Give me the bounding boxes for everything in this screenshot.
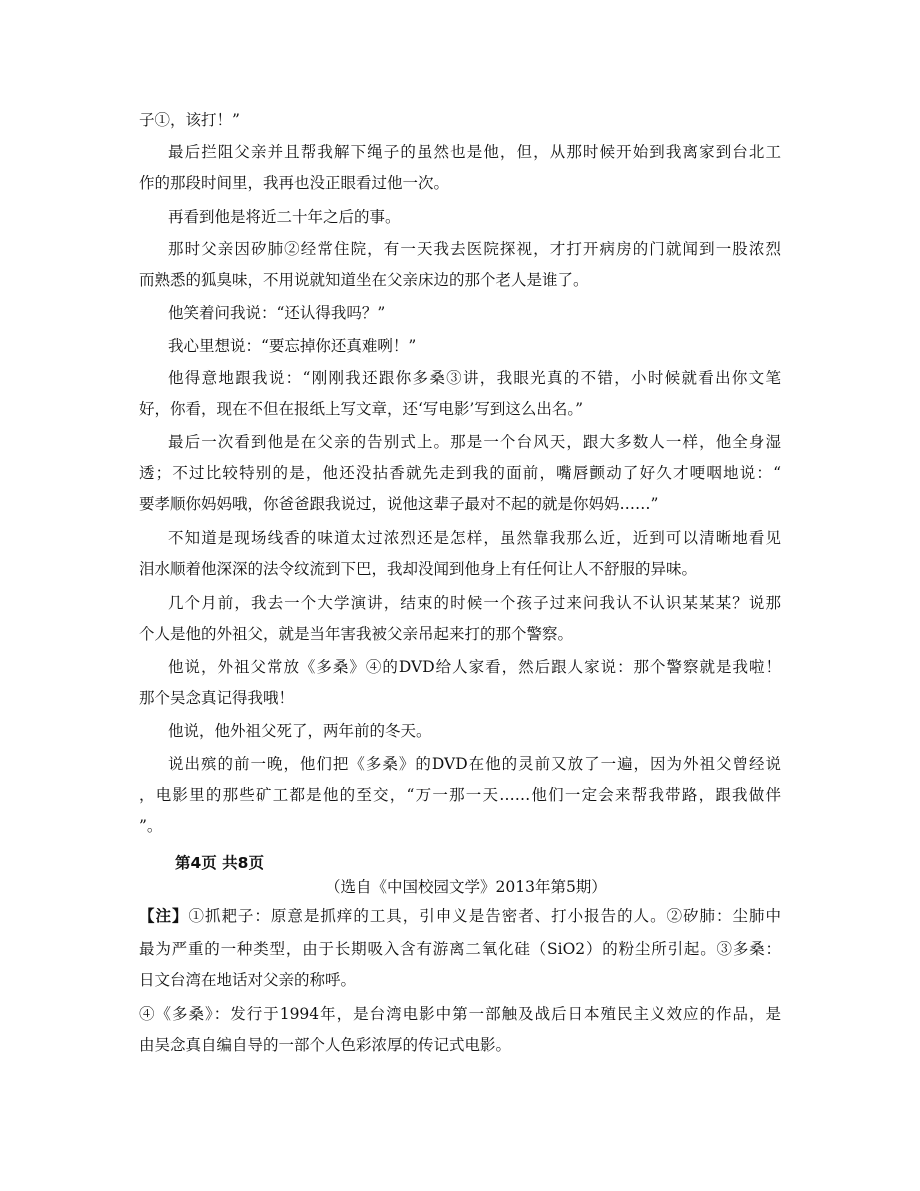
text-line: 那时父亲因矽肺②经常住院，有一天我去医院探视，才打开病房的门就闻到一股浓烈 — [168, 240, 781, 258]
text-line: 不知道是现场线香的味道太过浓烈还是怎样，虽然靠我那么近，近到可以清晰地看见 — [168, 529, 781, 547]
text-line: 他说，他外祖父死了，两年前的冬天。 — [168, 722, 432, 740]
text-line: ”。 — [139, 817, 163, 835]
text-line: 泪水顺着他深深的法令纹流到下巴，我却没闻到他身上有任何让人不舒服的异味。 — [139, 560, 698, 578]
text-line: 说出殡的前一晚，他们把《多桑》的DVD在他的灵前又放了一遍，因为外祖父曾经说 — [168, 755, 781, 773]
page-number: 第4页 共8页 — [175, 854, 264, 872]
text-line: 他笑着问我说：“还认得我吗？” — [168, 304, 386, 322]
text-line: 好，你看，现在不但在报纸上写文章，还‘写电影’写到这么出名。” — [139, 400, 584, 418]
text-line: 要孝顺你妈妈哦，你爸爸跟我说过，说他这辈子最对不起的就是你妈妈……” — [139, 495, 659, 513]
notes-line: ④《多桑》：发行于1994年，是台湾电影中第一部触及战后日本殖民主义效应的作品，是 — [139, 1005, 781, 1023]
text-line: 而熟悉的狐臭味，不用说就知道坐在父亲床边的那个老人是谁了。 — [139, 271, 589, 289]
notes-line — [139, 906, 781, 926]
text-line: 个人是他的外祖父，就是当年害我被父亲吊起来打的那个警察。 — [139, 625, 574, 643]
text-line: 最后一次看到他是在父亲的告别式上。那是一个台风天，跟大多数人一样，他全身湿 — [168, 433, 781, 451]
notes-label: 【注】 — [139, 906, 189, 925]
text-line: 作的那段时间里，我再也没正眼看过他一次。 — [139, 174, 450, 192]
text-line: 他得意地跟我说：“刚刚我还跟你多桑③讲，我眼光真的不错，小时候就看出你文笔 — [168, 369, 781, 387]
source-citation: （选自《中国校园文学》2013年第5期） — [325, 878, 607, 896]
text-line: 他说，外祖父常放《多桑》④的DVD给人家看，然后跟人家说：那个警察就是我啦！ — [168, 658, 781, 676]
notes-line: 最为严重的一种类型，由于长期吸入含有游离二氧化硅（SiO2）的粉尘所引起。③多桑： — [139, 940, 781, 958]
text-line: 那个吴念真记得我哦！ — [139, 689, 295, 707]
text-line: 透；不过比较特别的是，他还没拈香就先走到我的面前，嘴唇颤动了好久才哽咽地说：“ — [139, 464, 781, 482]
text-line: 我心里想说：“要忘掉你还真难咧！” — [168, 337, 417, 355]
notes-line: 日文台湾在地话对父亲的称呼。 — [139, 971, 357, 989]
notes-line: 由吴念真自编自导的一部个人色彩浓厚的传记式电影。 — [139, 1036, 512, 1054]
text-line: ，电影里的那些矿工都是他的至交，“万一那一天……他们一定会来帮我带路，跟我做伴 — [139, 786, 781, 804]
text-line: 最后拦阻父亲并且帮我解下绳子的虽然也是他，但，从那时候开始到我离家到台北工 — [168, 143, 781, 161]
text-line: 再看到他是将近二十年之后的事。 — [168, 208, 401, 226]
notes-text: ①抓耙子：原意是抓痒的工具，引申义是告密者、打小报告的人。②矽肺：尘肺中 — [188, 907, 781, 925]
text-line: 子①，该打！” — [139, 111, 240, 129]
text-line: 几个月前，我去一个大学演讲，结束的时候一个孩子过来问我认不认识某某某？说那 — [168, 594, 781, 612]
